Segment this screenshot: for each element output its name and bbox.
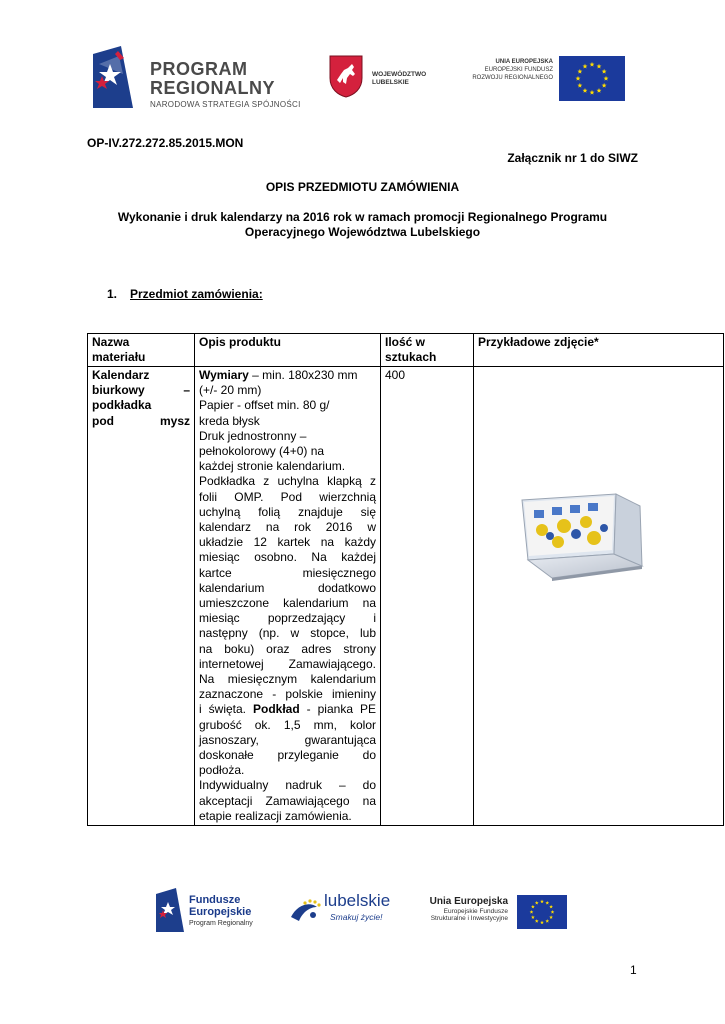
item-name-line-1: Kalendarz — [92, 368, 150, 382]
paper-line-2: kreda błysk — [199, 413, 260, 428]
ue2-line-2: Europejskie Fundusze — [443, 907, 508, 915]
wojewodztwo-line-2: LUBELSKIE — [372, 78, 409, 86]
desc-line: kalendarz na rok 2016 w — [199, 520, 376, 535]
case-reference: OP-IV.272.272.85.2015.MON — [87, 136, 244, 150]
desc-line: Indywidualny nadruk – do — [199, 778, 376, 793]
desc-line: podłoża. — [199, 763, 245, 778]
print-line-3: każdej stronie kalendarium. — [199, 459, 346, 474]
desc-line: jasnoszary, gwarantująca — [199, 732, 376, 747]
desc-line: umieszczone kalendarium na — [199, 596, 376, 611]
item-name-line-2: biurkowy – — [92, 383, 190, 398]
dimensions-label: Wymiary — [199, 368, 249, 382]
dimensions-text: – min. 180x230 mm — [248, 368, 358, 382]
program-regionalny-logo-icon — [93, 46, 133, 108]
header-logos — [0, 40, 725, 115]
desc-line: kalendarium dodatkowo — [199, 580, 376, 595]
program-tagline: NARODOWA STRATEGIA SPÓJNOŚCI — [150, 100, 301, 109]
eu-flag-icon — [517, 895, 567, 929]
ue-line-3: ROZWOJU REGIONALNEGO — [472, 74, 553, 81]
item-name-line-3: podkładka — [92, 398, 152, 413]
desc-line: Na miesięcznym kalendarium — [199, 672, 376, 687]
table-row — [88, 367, 724, 826]
lubelskie-logo-icon — [287, 895, 327, 925]
eu-flag-icon — [559, 56, 625, 101]
desc-line: Podkładka z uchylna klapką z — [199, 474, 376, 489]
desc-line: grubość ok. 1,5 mm, kolor — [199, 717, 376, 732]
base-label: Podkład — [252, 702, 300, 717]
desc-line: uchylną folią znajduje się — [199, 504, 376, 519]
header-qty-line-2: sztukach — [385, 350, 437, 364]
desc-line: następny (np. w stopce, lub — [199, 626, 376, 641]
program-regionalny-text — [150, 60, 301, 109]
page-number: 1 — [630, 963, 637, 977]
wojewodztwo-text — [372, 71, 426, 87]
header-description: Opis produktu — [195, 334, 381, 367]
ue-structural-text — [418, 896, 508, 922]
desc-line: folii OMP. Pod wierzchnią — [199, 489, 376, 504]
header-name-line-1: Nazwa — [92, 335, 130, 349]
desc-line: zaznaczone - polskie imieniny — [199, 687, 376, 702]
desc-line: miesiąc osobno. Na każdej — [199, 550, 376, 565]
calendar-mousepad-photo-icon — [514, 492, 649, 587]
dimensions-tolerance: (+/- 20 mm) — [199, 383, 262, 398]
desc-text: - pianka PE — [299, 702, 376, 717]
desc-line: kartce miesięcznego — [199, 565, 376, 580]
desc-line: miesiąc poprzedzający i — [199, 611, 376, 626]
fe-line-3: Program Regionalny — [189, 920, 253, 928]
item-quantity: 400 — [381, 367, 474, 826]
ue-line-1: UNIA EUROPEJSKA — [495, 59, 553, 65]
lubelskie-tagline: Smakuj życie! — [330, 912, 383, 922]
program-line-2: REGIONALNY — [150, 78, 276, 98]
desc-line: etapie realizacji zamówienia. — [199, 808, 352, 823]
desc-line: na boku) oraz adres strony — [199, 641, 376, 656]
fundusze-text — [189, 895, 253, 927]
ue2-line-3: Strukturalne i Inwestycyjne — [430, 914, 508, 922]
wojewodztwo-line-1: WOJEWÓDZTWO — [372, 71, 427, 78]
section-heading — [107, 287, 263, 301]
fe-line-1: Fundusze — [189, 894, 241, 906]
fe-line-2: Europejskie — [189, 905, 252, 918]
subtitle-line-2: Operacyjnego Województwa Lubelskiego — [244, 225, 481, 239]
header-name — [88, 334, 195, 367]
print-line-2: pełnokolorowy (4+0) na — [199, 444, 325, 459]
section-title: Przedmiot zamówienia: — [130, 287, 263, 301]
items-table — [87, 333, 724, 826]
page-title: OPIS PRZEDMIOTU ZAMÓWIENIA — [265, 180, 460, 194]
section-number: 1. — [107, 287, 118, 301]
paper-line-1: Papier - offset min. 80 g/ — [199, 398, 330, 413]
program-line-1: PROGRAM — [150, 59, 248, 79]
desc-line: układzie 12 kartek na każdy — [199, 535, 376, 550]
table-header-row — [88, 334, 724, 367]
subtitle-line-1: Wykonanie i druk kalendarzy na 2016 rok w ramach promocji Regionalnego Programu — [117, 210, 608, 224]
header-photo: Przykładowe zdjęcie* — [474, 334, 724, 367]
item-name-line-4: pod mysz — [92, 413, 190, 428]
ue-line-2: EUROPEJSKI FUNDUSZ — [484, 66, 553, 73]
ue-fund-text — [458, 59, 553, 82]
print-line-1: Druk jednostronny – — [199, 428, 307, 443]
item-name — [88, 367, 195, 826]
desc-line: akceptacji Zamawiającego na — [199, 793, 376, 808]
item-description — [195, 367, 381, 826]
header-quantity — [381, 334, 474, 367]
lubelskie-text: lubelskie — [324, 891, 391, 910]
header-name-line-2: materiału — [92, 350, 146, 364]
header-qty-line-1: Ilość w — [385, 335, 426, 349]
annex-label: Załącznik nr 1 do SIWZ — [507, 151, 638, 165]
desc-line: doskonałe przyleganie do — [199, 748, 376, 763]
page-subtitle — [87, 210, 638, 240]
desc-line: internetowej Zamawiającego. — [199, 656, 376, 671]
ue2-line-1: Unia Europejska — [429, 896, 508, 907]
desc-text: i święta. — [199, 702, 253, 717]
item-photo-cell — [474, 367, 724, 826]
fundusze-europejskie-logo-icon — [156, 888, 184, 932]
lublin-crest-icon — [328, 54, 364, 98]
